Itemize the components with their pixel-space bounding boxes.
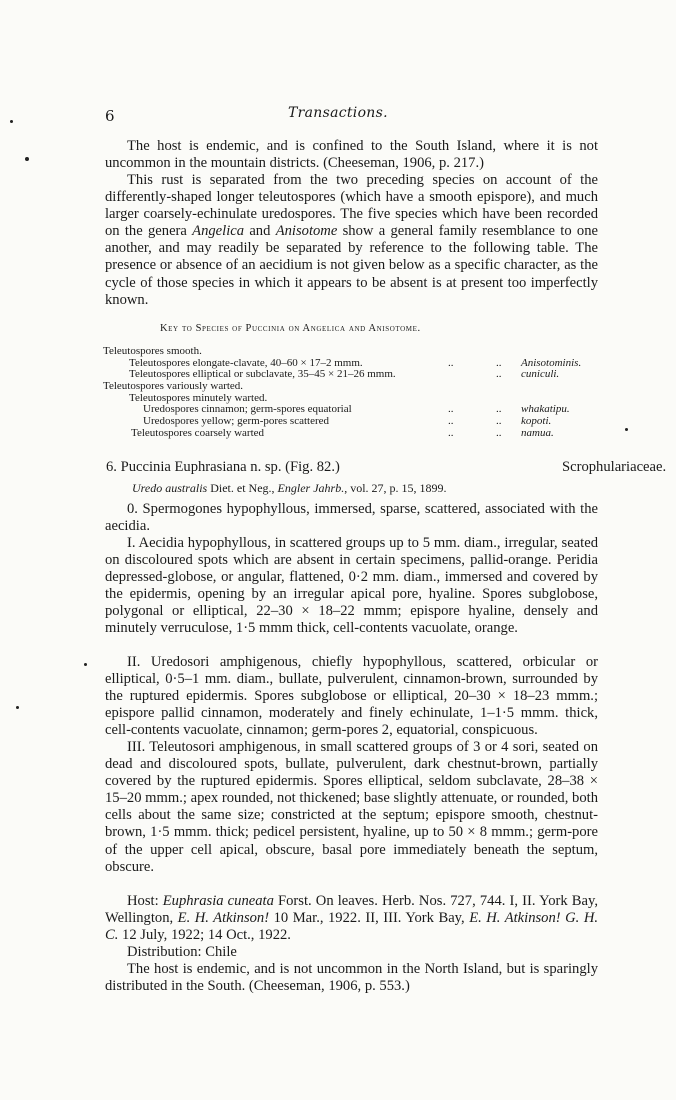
key-leader-dots: .. — [496, 403, 502, 416]
host-text: 10 Mar., 1922. II, III. York Bay, — [269, 910, 470, 927]
paragraph-text: and — [244, 223, 276, 240]
key-leader-dots: .. — [448, 426, 454, 439]
key-leader-dots: .. — [448, 356, 454, 369]
page-number: 6 — [105, 107, 115, 125]
stage-3-description: III. Teleutosori amphigenous, in small scattered groups of 3 or 4 sori, seated on dead and discoloured spots, bullate, pulverulent, dark chestnut-brown, partially covered by the ruptured epidermis. Spores elliptical, seldom subclavate, 28–38 × 15–20 mmm.; apex rounded, not thickened; base slightly attenuate, or rounded, both cells about the same size; constricted at the septum; epispore smooth, chestnut-brown, 1·5 mmm. thick; pedicel persistent, hyaline, up to 50 × 8 mmm.; germ-pore of the upper cell apical, obscure, basal pore immediately beneath the septum, obscure. — [105, 739, 598, 875]
scan-speck — [25, 157, 29, 161]
running-title: Transactions. — [288, 105, 388, 121]
host-label: Host: — [127, 893, 163, 909]
collector-2: E. H. Atkinson! G. H. C. — [105, 910, 599, 944]
key-row-text: Uredospores cinnamon; germ-spores equatorial — [143, 403, 352, 416]
genus-angelica: Angelica — [192, 223, 245, 240]
key-leader-dots: .. — [496, 368, 502, 381]
key-leader-dots: .. — [448, 403, 454, 416]
key-row-text: Teleutospores elongate-clavate, 40–60 × 17–2 mmm. — [129, 356, 363, 369]
closing-paragraph: The host is endemic, and is not uncommon in the North Island, but is sparingly distributed in the South. (Cheeseman, 1906, p. 553.) — [105, 961, 598, 995]
key-species-name: namua. — [521, 426, 554, 439]
scan-speck — [625, 428, 628, 431]
host-text: Forst. On leaves. Herb. Nos. 727, 744. I, II. York Bay, Wellington, — [105, 893, 598, 927]
host-paragraph — [105, 893, 598, 944]
scan-speck — [10, 120, 13, 123]
family-name: Scrophulariaceae. — [562, 459, 667, 475]
species-key-table — [103, 346, 603, 440]
key-row-text: Teleutospores smooth. — [103, 345, 202, 357]
key-species-name: Anisotominis. — [521, 356, 582, 369]
key-leader-dots: .. — [496, 356, 502, 369]
key-row-text: Teleutospores coarsely warted — [131, 426, 265, 439]
synonym-name: Uredo australis — [132, 481, 208, 495]
key-species-name: kopoti. — [521, 415, 552, 428]
species-heading — [106, 459, 667, 476]
paragraph-text: This rust is separated from the two preceding species on account of the differently-shaped longer teleutospores (which have a smooth epispore), and much larger coarsely-echinulate uredospores. The five species which have been recorded on the genera — [105, 172, 598, 240]
collector-1: E. H. Atkinson! — [177, 910, 270, 927]
distribution: Distribution: Chile — [127, 944, 237, 960]
key-row-text: Teleutospores minutely warted. — [129, 391, 268, 404]
synonym-line — [132, 481, 447, 496]
key-species-name: cuniculi. — [521, 368, 560, 381]
key-leader-dots: .. — [448, 415, 454, 428]
paragraph-text: show a general family resemblance to one another, and may readily be separated by reference to the following table. The presence or absence of an aecidium is not given below as a specific character, as the cycle of those species in which it appears to be absent is at present too imperfectly known. — [105, 223, 598, 308]
key-row-text: Teleutospores elliptical or subclavate, 35–45 × 21–26 mmm. — [129, 368, 396, 381]
key-leader-dots: .. — [496, 426, 502, 439]
host-name: Euphrasia cuneata — [162, 893, 274, 909]
paragraph-host-note: The host is endemic, and is confined to the South Island, where it is not uncommon in the mountain districts. (Cheeseman, 1906, p. 217.) — [105, 138, 598, 172]
key-title: Key to Species of Puccinia on Angelica and Anisotome. — [160, 323, 421, 334]
stage-0-description: 0. Spermogones hypophyllous, immersed, sparse, scattered, associated with the aecidia. — [105, 501, 598, 535]
scan-speck — [84, 663, 87, 666]
synonym-authority: Diet. et Neg., — [207, 481, 278, 495]
stage-2-description: II. Uredosori amphigenous, chiefly hypophyllous, scattered, orbicular or elliptical, 0·5–1 mm. diam., bullate, pulverulent, cinnamon-brown, surrounded by the ruptured epidermis. Spores subglobose or elliptical, 20–30 × 18–23 mmm.; epispore pallid cinnamon, moderately and finely echinulate, 1–1·5 mmm. thick, cell-contents vacuolate, cinnamon; germ-pores 2, equatorial, conspicuous. — [105, 654, 598, 739]
synonym-journal: Engler Jahrb. — [277, 481, 345, 495]
key-row-text: Uredospores yellow; germ-pores scattered — [143, 415, 330, 428]
key-species-name: whakatipu. — [521, 403, 570, 416]
stage-1-description: I. Aecidia hypophyllous, in scattered groups up to 5 mm. diam., irregular, seated on discoloured spots which are absent in certain specimens, pallid-orange. Peridia depressed-globose, or angular, flattened, 0·2 mm. diam., immersed and covered by the epidermis, opening by an irregular apical pore, hyaline. Spores subglobose, polygonal or elliptical, 22–30 × 18–22 mmm; epispore hyaline, densely and minutely verruculose, 1·5 mmm thick, cell-contents vacuolate, orange. — [105, 535, 598, 637]
synonym-reference: , vol. 27, p. 15, 1899. — [344, 481, 447, 495]
scan-speck — [16, 706, 19, 709]
key-row — [103, 428, 603, 440]
key-leader-dots: .. — [496, 415, 502, 428]
host-text: 12 July, 1922; 14 Oct., 1922. — [118, 927, 291, 944]
species-title: 6. Puccinia Euphrasiana n. sp. (Fig. 82.) — [106, 459, 340, 475]
paragraph-separation — [105, 172, 598, 309]
genus-anisotome: Anisotome — [275, 223, 338, 240]
key-row-text: Teleutospores variously warted. — [103, 380, 244, 393]
